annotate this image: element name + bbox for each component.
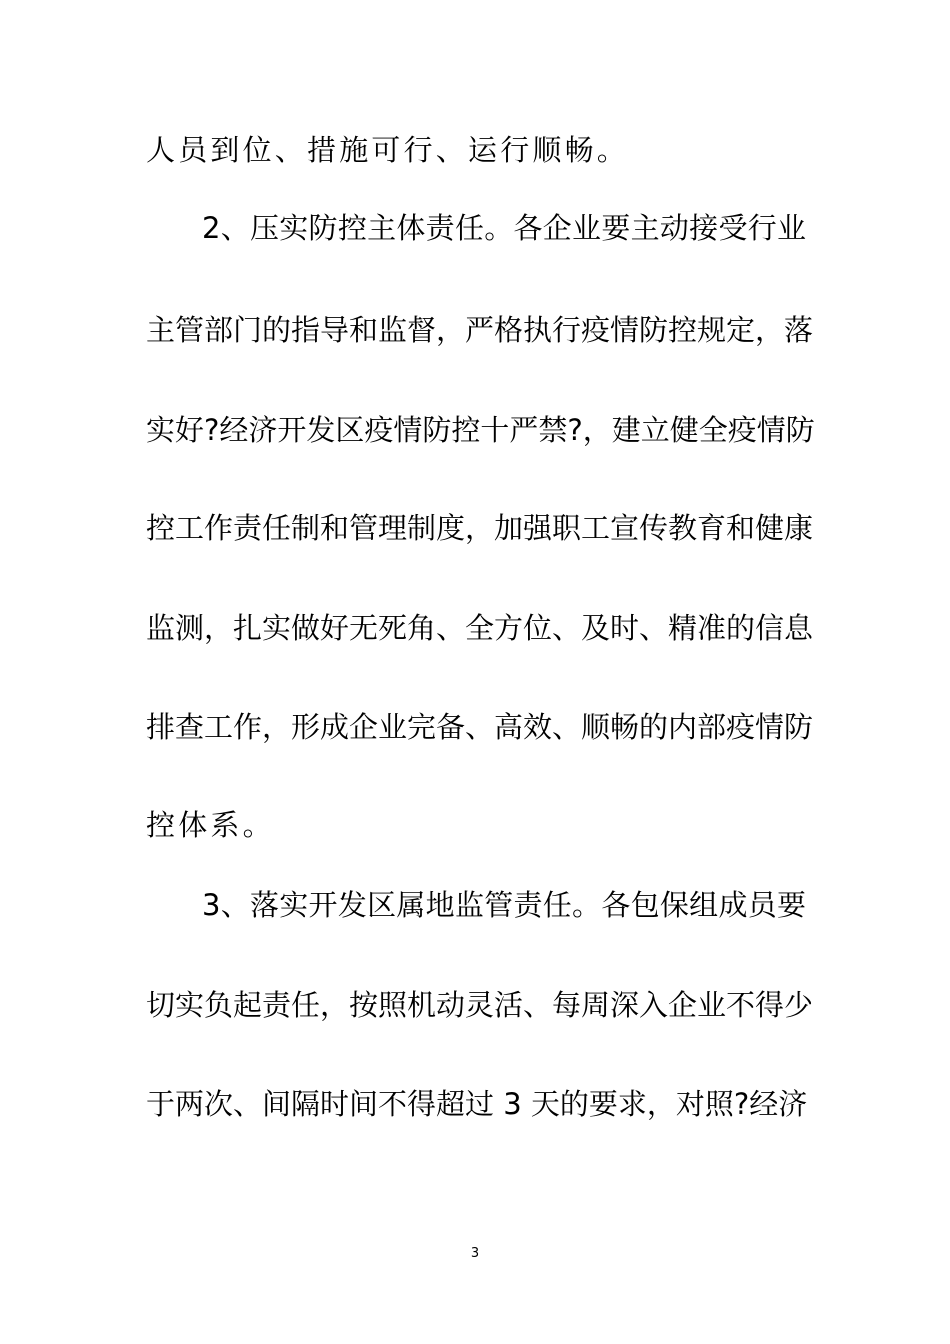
text-line: 主管部门的指导和监督，严格执行疫情防控规定，落 (146, 313, 814, 347)
text-line: 人员到位、措施可行、运行顺畅。 (146, 133, 630, 167)
text-line: 排查工作，形成企业完备、高效、顺畅的内部疫情防 (146, 710, 814, 744)
text-line: 切实负起责任，按照机动灵活、每周深入企业不得少 (146, 988, 814, 1022)
text-line: 监测，扎实做好无死角、全方位、及时、精准的信息 (146, 611, 814, 645)
text-line: 2、压实防控主体责任。各企业要主动接受行业 (202, 211, 806, 245)
text-line: 实好?经济开发区疫情防控十严禁?，建立健全疫情防 (146, 413, 815, 447)
page-number: 3 (470, 1246, 480, 1261)
text-line: 3、落实开发区属地监管责任。各包保组成员要 (202, 888, 806, 922)
text-line: 控工作责任制和管理制度，加强职工宣传教育和健康 (146, 511, 814, 545)
text-line: 于两次、间隔时间不得超过 3 天的要求，对照?经济 (146, 1087, 808, 1121)
text-line: 控体系。 (146, 808, 275, 842)
